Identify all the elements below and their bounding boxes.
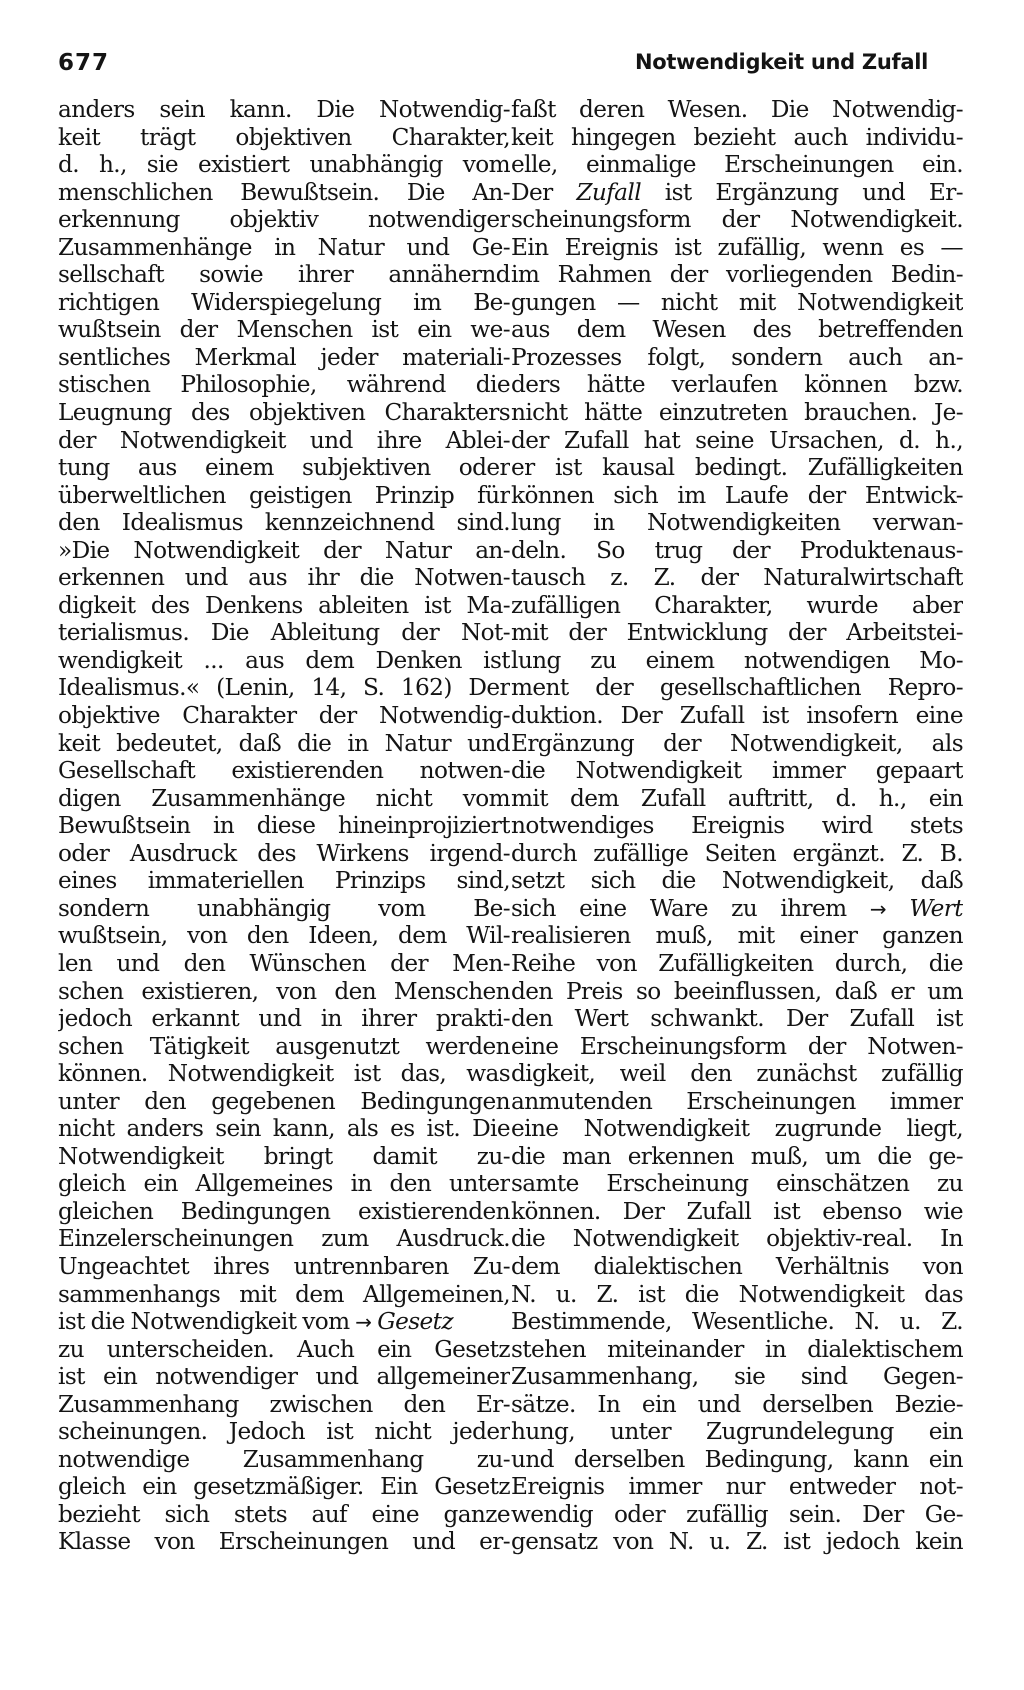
text-line: unter den gegebenen Bedingungen [58, 1087, 510, 1115]
text-line: eines immateriellen Prinzips sind, [58, 867, 510, 895]
text-line: Reihe von Zufälligkeiten durch, die [511, 949, 963, 977]
text-line: anmutenden Erscheinungen immer [511, 1087, 963, 1115]
text-line: wendigkeit ... aus dem Denken ist [58, 646, 510, 674]
text-line: deln. So trug der Produktenaus- [511, 536, 963, 564]
text-line: terialismus. Die Ableitung der Not- [58, 619, 510, 647]
text-line: stehen miteinander in dialektischem [511, 1335, 963, 1363]
text-line: Zusammenhang zwischen den Er- [58, 1390, 510, 1418]
text-line: tung aus einem subjektiven oder [58, 454, 510, 482]
text-line: Ereignis immer nur entweder not- [511, 1473, 963, 1501]
text-line: Idealismus.« (Lenin, 14, S. 162) Der [58, 674, 510, 702]
text-line: setzt sich die Notwendigkeit, daß [511, 867, 963, 895]
text-segment: ist Ergänzung und Er- [664, 178, 963, 206]
text-line: die Notwendigkeit objektiv-real. In [511, 1225, 963, 1253]
text-line: gensatz von N. u. Z. ist jedoch kein [511, 1528, 963, 1556]
text-line: Ungeachtet ihres untrennbaren Zu- [58, 1252, 510, 1280]
text-segment: ist die Notwendigkeit vom [58, 1308, 350, 1336]
text-line: Zusammenhänge in Natur und Ge- [58, 233, 510, 261]
text-line: Notwendigkeit bringt damit zu- [58, 1142, 510, 1170]
text-line: duktion. Der Zufall ist insofern eine [511, 702, 963, 730]
text-line-zufall [511, 179, 963, 207]
text-line: aus dem Wesen des betreffenden [511, 316, 963, 344]
text-line: er ist kausal bedingt. Zufälligkeiten [511, 454, 963, 482]
text-line: Zusammenhang, sie sind Gegen- [511, 1363, 963, 1391]
text-line: mit der Entwicklung der Arbeitstei- [511, 619, 963, 647]
text-line: notwendige Zusammenhang zu- [58, 1445, 510, 1473]
text-line: lung zu einem notwendigen Mo- [511, 646, 963, 674]
text-line: scheinungsform der Notwendigkeit. [511, 206, 963, 234]
text-line: wußtsein der Menschen ist ein we- [58, 316, 510, 344]
text-line: keit hingegen bezieht auch individu- [511, 123, 963, 151]
text-line: notwendiges Ereignis wird stets [511, 812, 963, 840]
text-line: Prozesses folgt, sondern auch an- [511, 343, 963, 371]
text-line: schen existieren, von den Menschen [58, 977, 510, 1005]
text-line: sellschaft sowie ihrer annähernd [58, 261, 510, 289]
text-line: oder Ausdruck des Wirkens irgend- [58, 839, 510, 867]
page-header [58, 50, 928, 86]
text-line: sätze. In ein und derselben Bezie- [511, 1390, 963, 1418]
text-line: der Zufall hat seine Ursachen, d. h., [511, 426, 963, 454]
text-segment: Der [511, 178, 553, 206]
text-line: lung in Notwendigkeiten verwan- [511, 509, 963, 537]
text-line: dem dialektischen Verhältnis von [511, 1252, 963, 1280]
text-line: der Notwendigkeit und ihre Ablei- [58, 426, 510, 454]
text-line: digkeit des Denkens ableiten ist Ma- [58, 591, 510, 619]
text-line: den Preis so beeinflussen, daß er um [511, 977, 963, 1005]
text-line: anders sein kann. Die Notwendig- [58, 96, 510, 123]
text-line: den Wert schwankt. Der Zufall ist [511, 1005, 963, 1033]
cross-reference-arrow-icon: → [869, 896, 887, 921]
text-line: Bewußtsein in diese hineinprojiziert [58, 812, 510, 840]
text-line: digen Zusammenhänge nicht vom [58, 784, 510, 812]
text-line: Bestimmende, Wesentliche. N. u. Z. [511, 1308, 963, 1336]
text-line: wendig oder zufällig sein. Der Ge- [511, 1500, 963, 1528]
text-line: eine Notwendigkeit zugrunde liegt, [511, 1115, 963, 1143]
text-line: ment der gesellschaftlichen Repro- [511, 674, 963, 702]
text-line: menschlichen Bewußtsein. Die An- [58, 178, 510, 206]
text-line: können. Notwendigkeit ist das, was [58, 1060, 510, 1088]
text-line: schen Tätigkeit ausgenutzt werden [58, 1032, 510, 1060]
text-line: Gesellschaft existierenden notwen- [58, 757, 510, 785]
text-line: gleichen Bedingungen existierenden [58, 1197, 510, 1225]
left-column [58, 96, 510, 1556]
text-line: objektive Charakter der Notwendig- [58, 702, 510, 730]
text-line-xref [58, 1308, 510, 1336]
text-line: ist ein notwendiger und allgemeiner [58, 1363, 510, 1391]
text-line: gleich ein Allgemeines in den unter [58, 1170, 510, 1198]
text-line: wußtsein, von den Ideen, dem Wil- [58, 922, 510, 950]
text-line: im Rahmen der vorliegenden Bedin- [511, 261, 963, 289]
text-line: realisieren muß, mit einer ganzen [511, 922, 963, 950]
text-line: bezieht sich stets auf eine ganze [58, 1500, 510, 1528]
text-line-xref [511, 895, 963, 923]
text-line: zu unterscheiden. Auch ein Gesetz [58, 1335, 510, 1363]
text-line: sondern unabhängig vom Be- [58, 894, 510, 922]
cross-reference-wert[interactable]: Wert [909, 894, 963, 922]
cross-reference-gesetz[interactable]: Gesetz [377, 1308, 454, 1336]
text-line: scheinungen. Jedoch ist nicht jeder [58, 1418, 510, 1446]
text-line: samte Erscheinung einschätzen zu [511, 1170, 963, 1198]
text-line: Einzelerscheinungen zum Ausdruck. [58, 1225, 510, 1253]
text-line: die man erkennen muß, um die ge- [511, 1142, 963, 1170]
text-line: elle, einmalige Erscheinungen ein. [511, 151, 963, 179]
text-line: faßt deren Wesen. Die Notwendig- [511, 96, 963, 123]
text-line: keit trägt objektiven Charakter, [58, 123, 510, 151]
text-line: können. Der Zufall ist ebenso wie [511, 1197, 963, 1225]
text-line: sammenhangs mit dem Allgemeinen, [58, 1280, 510, 1308]
text-line: Ergänzung der Notwendigkeit, als [511, 729, 963, 757]
term-zufall: Zufall [576, 178, 642, 206]
text-line: Leugnung des objektiven Charakters [58, 399, 510, 427]
text-line: tausch z. Z. der Naturalwirtschaft [511, 564, 963, 592]
text-line: keit bedeutet, daß die in Natur und [58, 729, 510, 757]
right-column [511, 96, 963, 1556]
running-title: Notwendigkeit und Zufall [634, 50, 928, 74]
text-line: sentliches Merkmal jeder materiali- [58, 343, 510, 371]
text-line: erkennung objektiv notwendiger [58, 206, 510, 234]
text-line: gleich ein gesetzmäßiger. Ein Gesetz [58, 1473, 510, 1501]
text-line: Klasse von Erscheinungen und er- [58, 1528, 510, 1556]
text-line: hung, unter Zugrundelegung ein [511, 1418, 963, 1446]
text-segment: sich eine Ware zu ihrem [511, 894, 847, 922]
cross-reference-arrow-icon: → [355, 1310, 372, 1335]
text-line: ders hätte verlaufen können bzw. [511, 371, 963, 399]
page-number: 677 [58, 50, 110, 76]
text-line: d. h., sie existiert unabhängig vom [58, 151, 510, 179]
text-line: N. u. Z. ist die Notwendigkeit das [511, 1280, 963, 1308]
text-line: nicht hätte einzutreten brauchen. Je- [511, 399, 963, 427]
text-line: erkennen und aus ihr die Notwen- [58, 564, 510, 592]
text-line: zufälligen Charakter, wurde aber [511, 591, 963, 619]
text-line: und derselben Bedingung, kann ein [511, 1445, 963, 1473]
text-line: eine Erscheinungsform der Notwen- [511, 1032, 963, 1060]
text-line: gungen — nicht mit Notwendigkeit [511, 288, 963, 316]
text-line: richtigen Widerspiegelung im Be- [58, 288, 510, 316]
text-line: die Notwendigkeit immer gepaart [511, 757, 963, 785]
text-line: den Idealismus kennzeichnend sind. [58, 509, 510, 537]
text-line: können sich im Laufe der Entwick- [511, 481, 963, 509]
text-line: mit dem Zufall auftritt, d. h., ein [511, 784, 963, 812]
text-line: überweltlichen geistigen Prinzip für [58, 481, 510, 509]
text-line: len und den Wünschen der Men- [58, 949, 510, 977]
text-line: Ein Ereignis ist zufällig, wenn es — [511, 233, 963, 261]
text-line: »Die Notwendigkeit der Natur an- [58, 536, 510, 564]
text-line: digkeit, weil den zunächst zufällig [511, 1060, 963, 1088]
text-line: nicht anders sein kann, als es ist. Die [58, 1115, 510, 1143]
text-line: jedoch erkannt und in ihrer prakti- [58, 1005, 510, 1033]
text-line: durch zufällige Seiten ergänzt. Z. B. [511, 839, 963, 867]
text-line: stischen Philosophie, während die [58, 371, 510, 399]
